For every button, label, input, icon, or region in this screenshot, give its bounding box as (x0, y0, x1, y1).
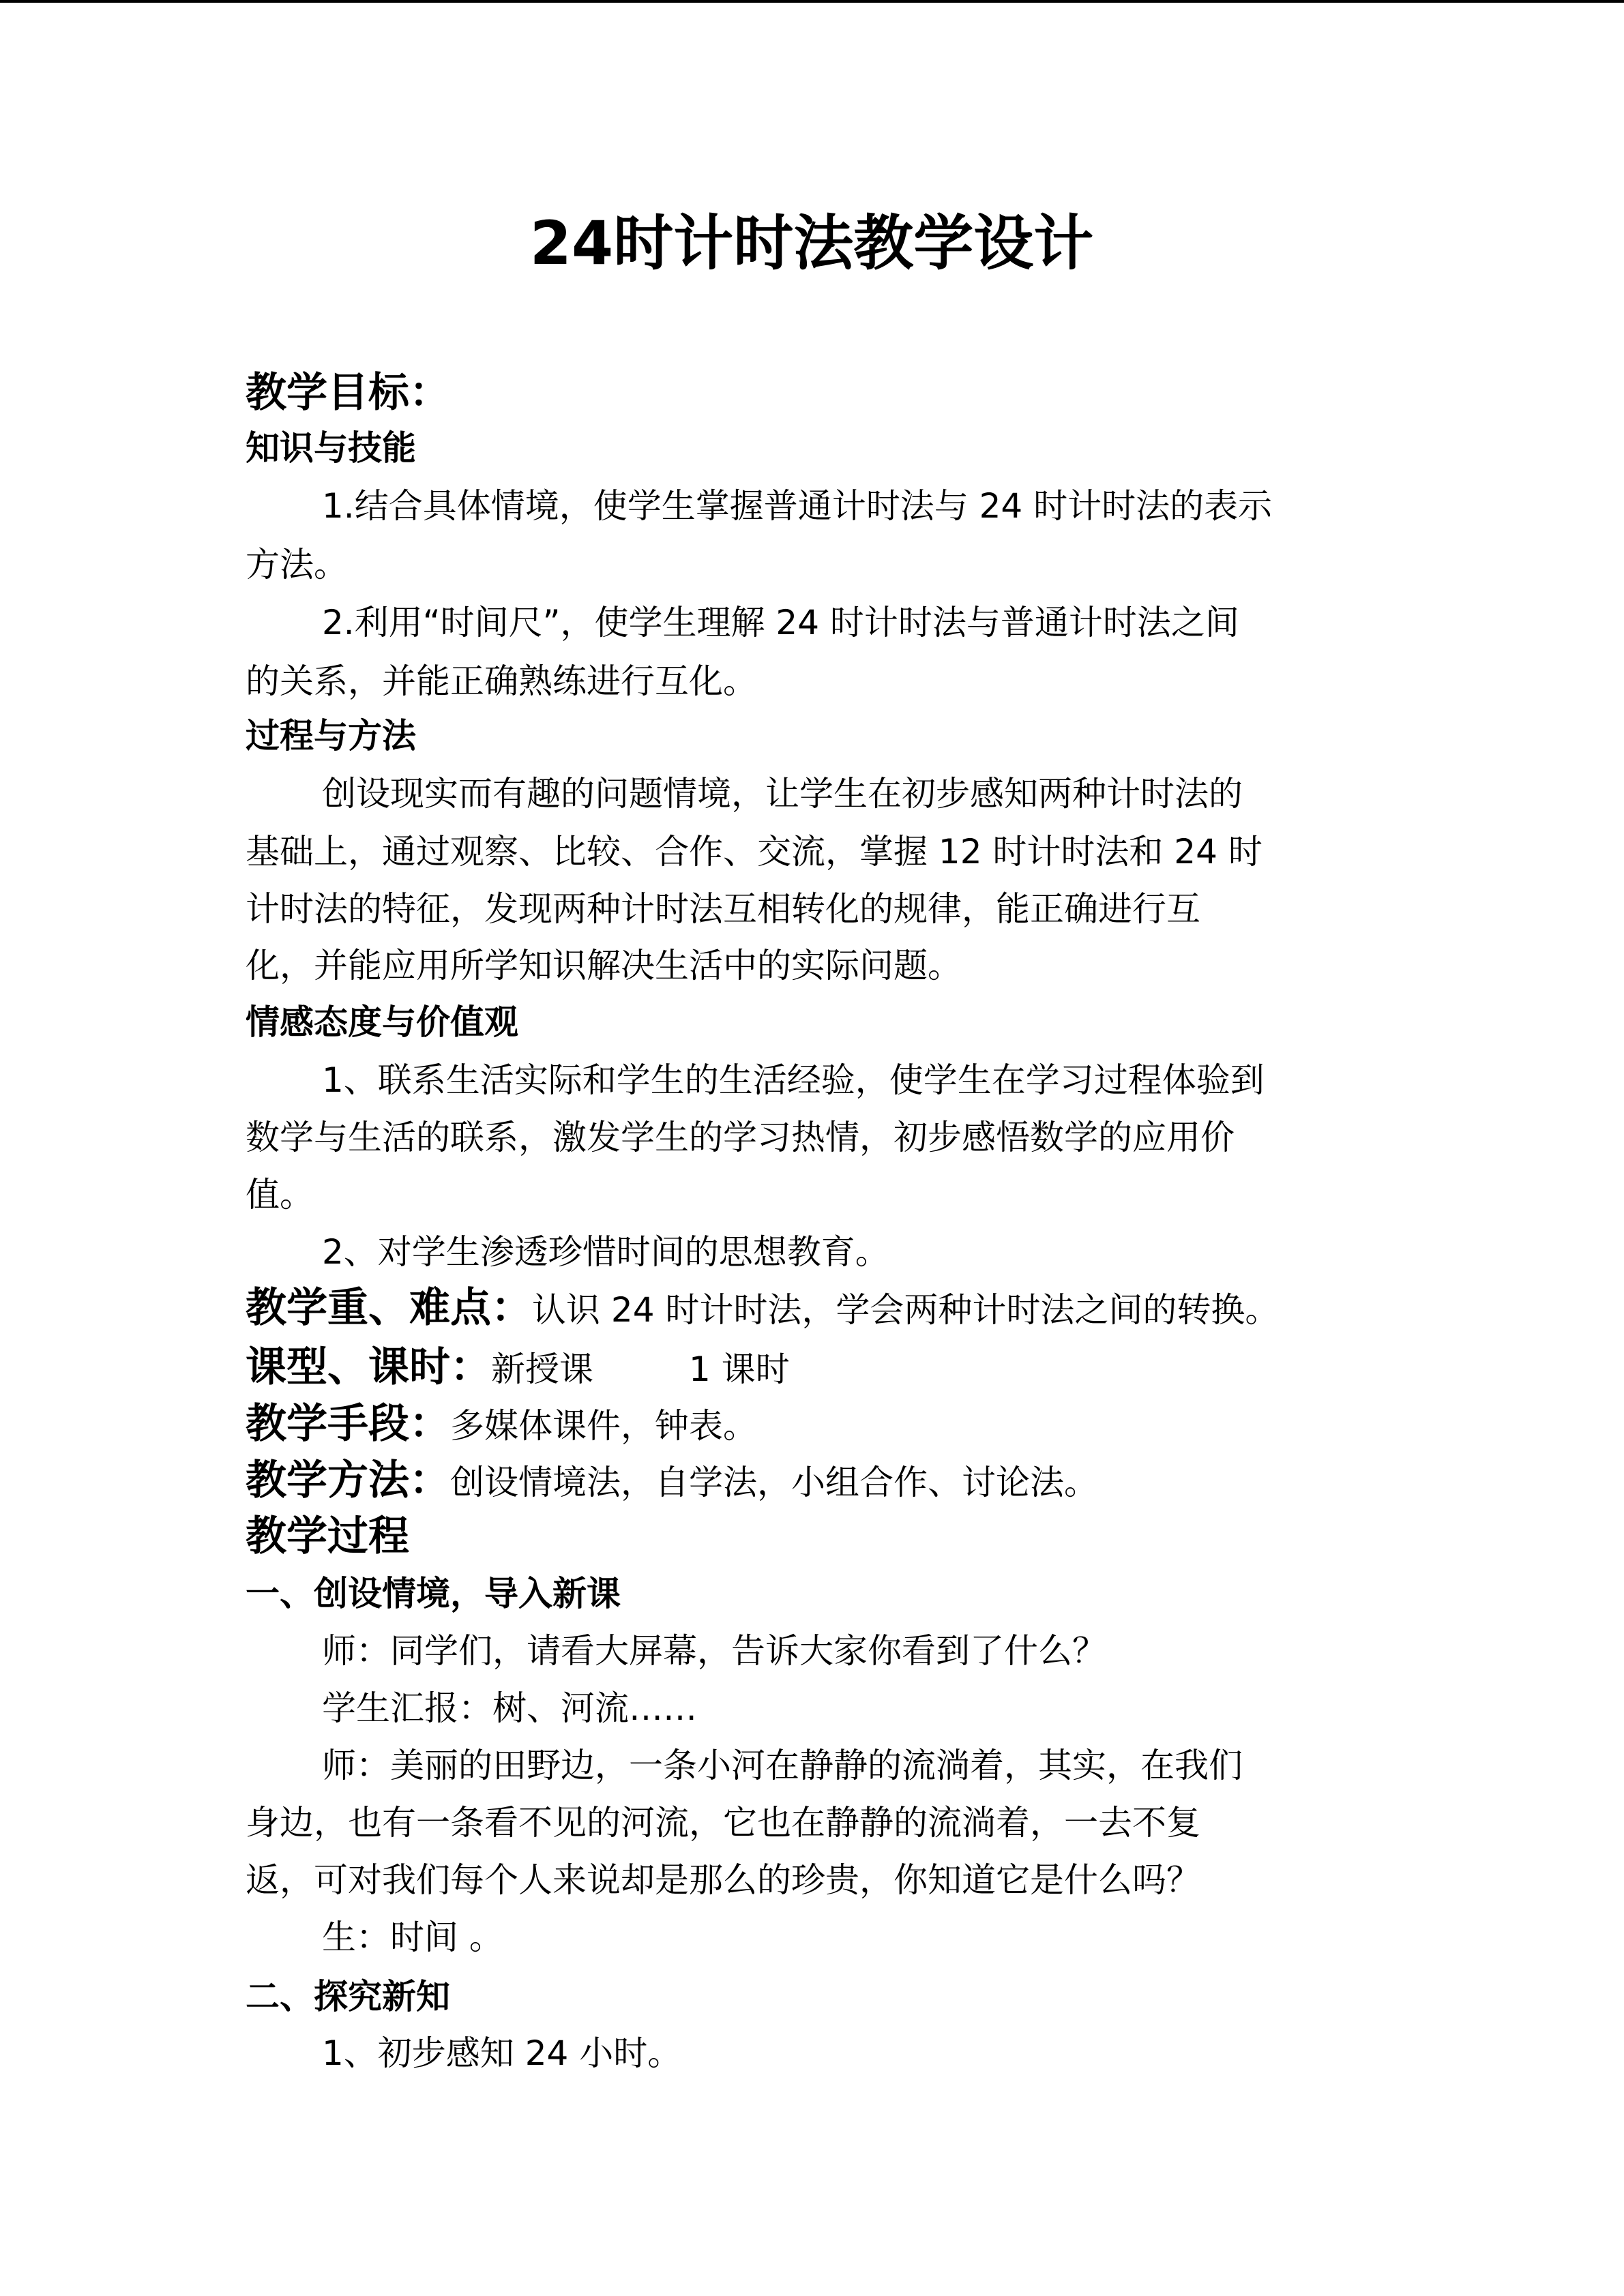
key-points-label: 教学重、难点： (246, 1284, 532, 1332)
process-method-heading: 过程与方法 (246, 716, 416, 756)
process-method-line-1: 创设现实而有趣的问题情境，让学生在初步感知两种计时法的 (322, 774, 1243, 814)
lesson-type-label: 课型、课时： (246, 1343, 491, 1391)
teaching-methods-label: 教学方法： (246, 1457, 450, 1504)
top-border-line (0, 0, 1624, 3)
emotion-line-2: 数学与生活的联系，激发学生的学习热情，初步感悟数学的应用价 (246, 1118, 1235, 1157)
process-method-line-3: 计时法的特征，发现两种计时法互相转化的规律，能正确进行互 (246, 889, 1200, 929)
teaching-methods-row (246, 1453, 1098, 1518)
lesson-type-value: 新授课 (491, 1350, 593, 1389)
section-1-line-5: 返，可对我们每个人来说却是那么的珍贵，你知道它是什么吗？ (246, 1860, 1200, 1900)
document-title: 24时计时法教学设计 (529, 208, 1094, 278)
objectives-heading: 教学目标： (246, 369, 450, 417)
teaching-process-heading: 教学过程 (246, 1512, 409, 1560)
knowledge-line-2: 方法。 (246, 545, 348, 584)
teaching-means-label: 教学手段： (246, 1400, 450, 1448)
teaching-methods-value: 创设情境法，自学法，小组合作、讨论法。 (450, 1463, 1098, 1502)
key-points-value: 认识 24 时计时法，学会两种计时法之间的转换。 (532, 1290, 1280, 1330)
lesson-type-row (246, 1340, 790, 1405)
lesson-hours-value: 1 课时 (689, 1350, 790, 1389)
emotion-heading: 情感态度与价值观 (246, 1002, 518, 1042)
section-2-heading: 二、探究新知 (246, 1977, 450, 2016)
knowledge-line-4: 的关系，并能正确熟练进行互化。 (246, 661, 757, 701)
teaching-means-value: 多媒体课件，钟表。 (450, 1406, 757, 1446)
emotion-line-3: 值。 (246, 1175, 314, 1214)
knowledge-line-1: 1.结合具体情境，使学生掌握普通计时法与 24 时计时法的表示 (322, 486, 1273, 526)
section-1-heading: 一、创设情境，导入新课 (246, 1574, 621, 1613)
emotion-line-1: 1、联系生活实际和学生的生活经验，使学生在学习过程体验到 (322, 1060, 1265, 1100)
section-1-line-6: 生：时间 。 (322, 1918, 503, 1957)
knowledge-line-3: 2.利用“时间尺”，使学生理解 24 时计时法与普通计时法之间 (322, 603, 1239, 642)
section-1-line-1: 师：同学们，请看大屏幕，告诉大家你看到了什么？ (322, 1631, 1106, 1671)
section-1-line-2: 学生汇报：树、河流…… (322, 1688, 697, 1728)
process-method-line-2: 基础上，通过观察、比较、合作、交流，掌握 12 时计时法和 24 时 (246, 832, 1263, 871)
teaching-means-row (246, 1397, 757, 1461)
section-2-line-1: 1、初步感知 24 小时。 (322, 2033, 682, 2073)
emotion-line-4: 2、对学生渗透珍惜时间的思想教育。 (322, 1232, 889, 1272)
section-1-line-3: 师：美丽的田野边，一条小河在静静的流淌着，其实，在我们 (322, 1746, 1243, 1785)
knowledge-heading: 知识与技能 (246, 428, 416, 468)
section-1-line-4: 身边，也有一条看不见的河流，它也在静静的流淌着，一去不复 (246, 1803, 1200, 1843)
process-method-line-4: 化，并能应用所学知识解决生活中的实际问题。 (246, 946, 962, 985)
key-points-row (246, 1281, 1279, 1345)
